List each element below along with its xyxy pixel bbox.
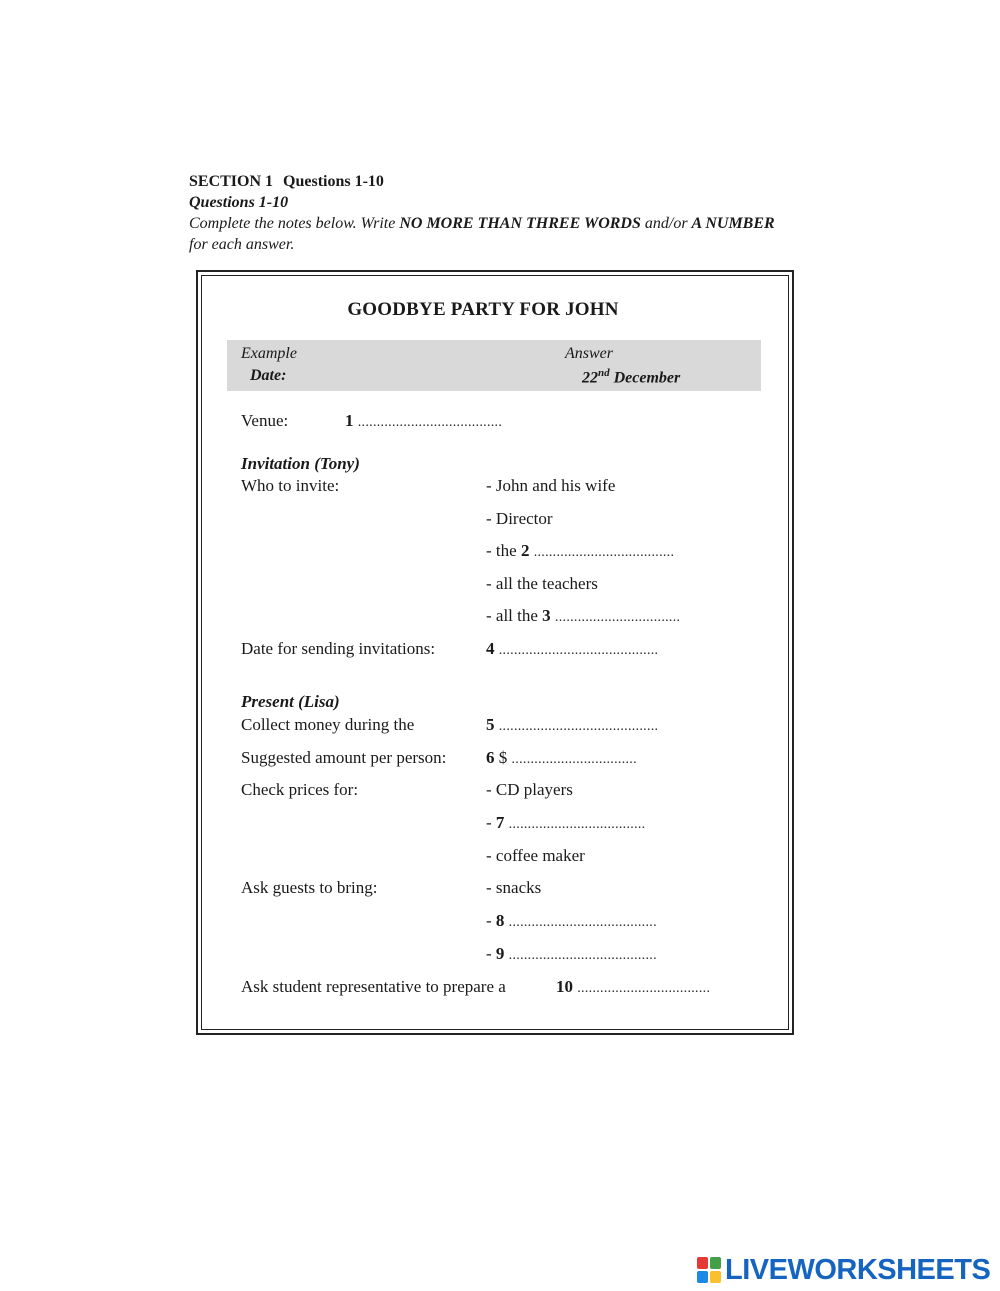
instr-text-3: for each answer. xyxy=(189,236,295,253)
blank-prefix: - xyxy=(486,911,496,930)
blank-prefix: - xyxy=(486,813,496,832)
blank-number: 4 xyxy=(486,639,495,658)
logo-block xyxy=(697,1257,708,1269)
present-heading: Present (Lisa) xyxy=(241,692,340,711)
blank-dots: .................................... xyxy=(508,817,646,832)
currency-symbol: $ xyxy=(494,748,512,767)
answer-blank-9[interactable] xyxy=(486,943,657,967)
answer-label: Answer xyxy=(565,345,613,362)
blank-number: 3 xyxy=(542,606,551,625)
questions-subheading: Questions 1-10 xyxy=(189,194,289,211)
instr-bold-1: NO MORE THAN THREE WORDS xyxy=(399,215,641,232)
blank-dots: ...................................... xyxy=(357,415,503,430)
answer-blank-2[interactable] xyxy=(486,540,674,564)
instr-text-1: Complete the notes below. Write xyxy=(189,215,400,232)
liveworksheets-logo xyxy=(697,1254,990,1286)
example-band xyxy=(227,340,761,391)
logo-block xyxy=(697,1271,708,1283)
form-title: GOODBYE PARTY FOR JOHN xyxy=(347,299,619,320)
representative-label: Ask student representative to prepare a xyxy=(241,977,506,996)
instr-bold-2: A NUMBER xyxy=(691,215,775,232)
check-item: - coffee maker xyxy=(486,846,585,865)
questions-range: Questions 1-10 xyxy=(283,173,384,190)
check-item: - CD players xyxy=(486,780,573,799)
answer-blank-10[interactable] xyxy=(556,976,710,1000)
blank-number: 2 xyxy=(520,541,530,560)
instructions xyxy=(189,213,789,255)
blank-number: 9 xyxy=(495,944,505,963)
check-prices-label: Check prices for: xyxy=(241,780,359,799)
instr-text-2: and/or xyxy=(640,215,692,232)
answer-blank-6[interactable] xyxy=(486,747,637,771)
blank-number: 7 xyxy=(495,813,505,832)
blank-number: 6 xyxy=(486,748,495,767)
logo-block xyxy=(710,1271,721,1283)
who-to-invite-label: Who to invite: xyxy=(241,476,340,495)
blank-number: 5 xyxy=(486,715,495,734)
invite-item: - Director xyxy=(486,509,553,528)
section-heading xyxy=(189,171,384,192)
answer-blank-8[interactable] xyxy=(486,910,657,934)
date-day: 22 xyxy=(582,369,598,387)
blank-number: 1 xyxy=(345,411,354,430)
blank-prefix: - the xyxy=(486,541,521,560)
bring-label: Ask guests to bring: xyxy=(241,878,378,897)
invitation-heading: Invitation (Tony) xyxy=(241,454,360,473)
amount-label: Suggested amount per person: xyxy=(241,748,447,767)
answer-blank-5[interactable] xyxy=(486,714,658,738)
date-month: December xyxy=(609,369,681,387)
logo-blocks-icon xyxy=(697,1257,721,1283)
bring-item: - snacks xyxy=(486,878,542,897)
example-date-value xyxy=(582,367,680,387)
answer-blank-3[interactable] xyxy=(486,605,680,629)
blank-dots: ....................................... xyxy=(508,948,657,963)
answer-blank-4[interactable] xyxy=(486,638,658,662)
blank-dots: ................................. xyxy=(554,610,681,625)
answer-blank-7[interactable] xyxy=(486,812,645,836)
blank-number: 10 xyxy=(556,977,573,996)
blank-dots: ................................. xyxy=(511,752,637,767)
invite-item: - all the teachers xyxy=(486,574,598,593)
example-date-label: Date: xyxy=(250,367,287,384)
blank-dots: .......................................... xyxy=(498,643,659,658)
invite-item: - John and his wife xyxy=(486,476,616,495)
blank-dots: ....................................... xyxy=(508,915,657,930)
date-suffix: nd xyxy=(598,367,610,379)
blank-number: 8 xyxy=(495,911,505,930)
answer-blank-1[interactable] xyxy=(345,410,502,434)
blank-prefix: - xyxy=(486,944,496,963)
section-label: SECTION 1 xyxy=(189,173,274,190)
logo-block xyxy=(710,1257,721,1269)
send-date-label: Date for sending invitations: xyxy=(241,639,436,658)
blank-dots: ..................................... xyxy=(533,545,675,560)
blank-dots: .......................................... xyxy=(498,719,659,734)
collect-money-label: Collect money during the xyxy=(241,715,415,734)
logo-text: LIVEWORKSHEETS xyxy=(725,1253,991,1286)
blank-dots: ................................... xyxy=(577,981,711,996)
venue-label: Venue: xyxy=(241,411,289,430)
blank-prefix: - all the xyxy=(486,606,543,625)
example-label: Example xyxy=(241,345,297,362)
